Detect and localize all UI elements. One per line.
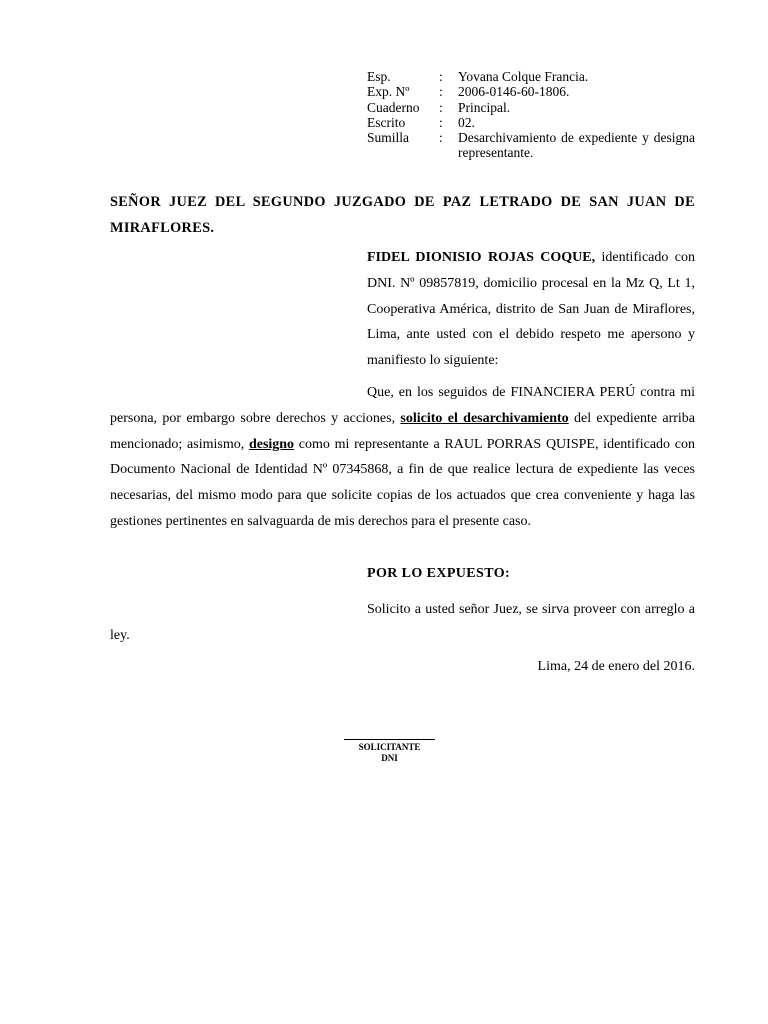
header-separator: : (439, 69, 443, 84)
date-line: Lima, 24 de enero del 2016. (537, 659, 695, 674)
request-text-3: como mi representante a RAUL PORRAS QUISPE, identificado con Documento Nacional de Identidad Nº 07345868, a fin de que realice lectura de expediente las veces necesarias, del mismo modo para que solicite copias de los actuados que crea conveniente y haga las gestiones pertinentes en salvaguarda de mis derechos para el presente caso. (110, 436, 695, 529)
header-separator: : (439, 84, 443, 100)
signature-block (344, 739, 435, 763)
conclusion-paragraph (110, 597, 695, 649)
intro-paragraph (367, 245, 695, 374)
header-row-cuaderno (367, 100, 695, 115)
header-label: Sumilla (367, 130, 410, 146)
conclusion-text: Solicito a usted señor Juez, se sirva proveer con arreglo a ley. (110, 602, 695, 643)
header-separator: : (439, 130, 443, 146)
request-text-1: Que, en los seguidos de FINANCIERA PERÚ contra mi persona, por embargo sobre derechos y acciones, (110, 385, 695, 426)
header-value: Yovana Colque Francia. (458, 69, 589, 84)
header-label: Escrito (367, 114, 406, 130)
header-value: Principal. (458, 99, 511, 115)
request-paragraph (110, 380, 695, 535)
header-label: Cuaderno (367, 99, 420, 115)
addressee-heading: SEÑOR JUEZ DEL SEGUNDO JUZGADO DE PAZ LETRADO DE SAN JUAN DE MIRAFLORES. (110, 194, 695, 236)
petitioner-name: FIDEL DIONISIO ROJAS COQUE, (367, 250, 596, 265)
header-row-escrito (367, 115, 695, 130)
conclusion-heading: POR LO EXPUESTO: (367, 566, 511, 581)
request-text-2: del expediente arriba mencionado; asimismo, (110, 410, 696, 452)
request-emphasis-designo: designo (248, 436, 295, 452)
header-value: 2006-0146-60-1806. (458, 84, 570, 100)
case-header (367, 69, 695, 161)
request-emphasis-desarchivamiento: solicito el desarchivamiento (400, 410, 569, 426)
header-label: Esp. (367, 69, 391, 84)
header-separator: : (439, 114, 443, 130)
header-value: 02. (458, 114, 475, 130)
signature-id-label: DNI (381, 752, 398, 763)
header-row-exp (367, 84, 695, 99)
header-row-sumilla (367, 130, 695, 161)
signature-line (344, 739, 435, 740)
header-separator: : (439, 99, 443, 115)
header-value: Desarchivamiento de expediente y designa representante. (458, 130, 695, 161)
intro-text: identificado con DNI. Nº 09857819, domicilio procesal en la Mz Q, Lt 1, Cooperativa América, distrito de San Juan de Miraflores, Lima, ante usted con el debido respeto me apersono y manifiesto lo siguiente: (367, 250, 695, 369)
signature-role: SOLICITANTE (358, 742, 421, 752)
header-row-esp (367, 69, 695, 84)
header-label: Exp. Nº (367, 84, 410, 100)
